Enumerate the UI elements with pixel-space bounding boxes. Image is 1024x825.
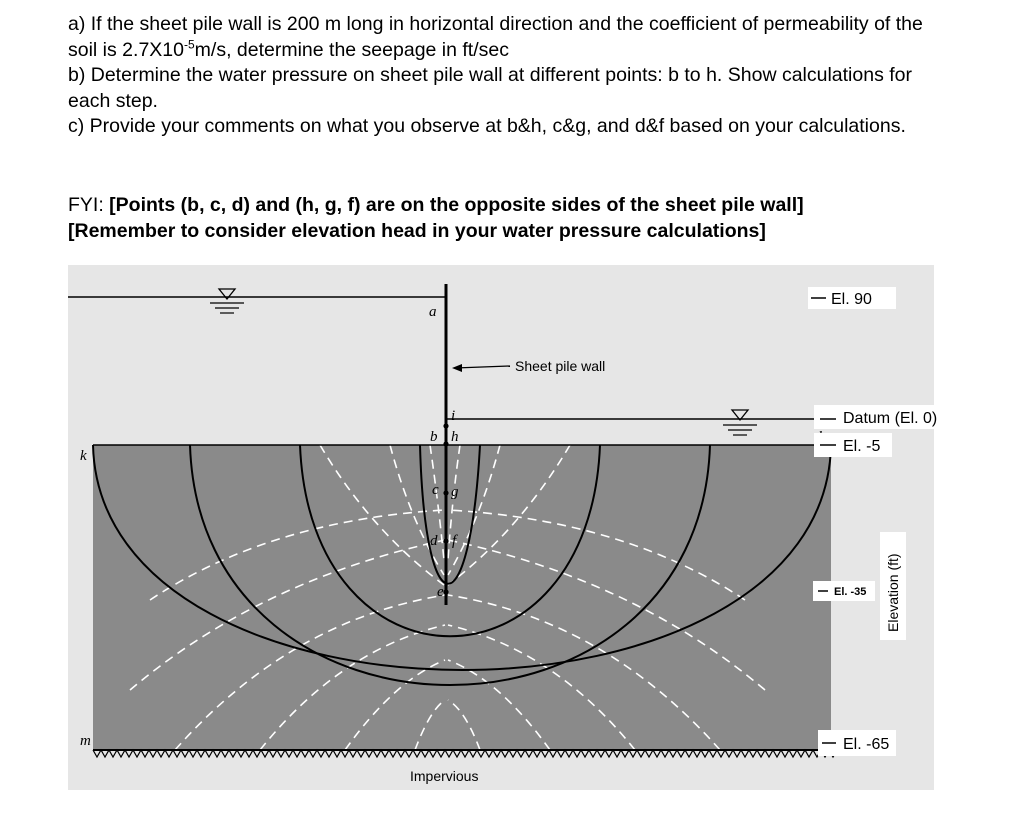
datum-marker <box>814 405 954 429</box>
point-f-label: f <box>452 533 457 549</box>
elevation-minus5-marker <box>814 433 892 457</box>
point-c-g-marker <box>443 490 448 495</box>
question-b: b) Determine the water pressure on sheet pile wall at different points: b to h. Show calculations for each step. <box>68 64 913 112</box>
elevation-minus5-label: El. -5 <box>843 438 881 455</box>
point-i-label: i <box>451 408 456 424</box>
sheet-pile-wall-label: Sheet pile wall <box>515 358 606 374</box>
point-k-label: k <box>80 448 87 464</box>
datum-label: Datum (El. 0) <box>843 410 938 427</box>
point-e-label: e <box>437 584 444 600</box>
point-d-f-marker <box>443 538 448 543</box>
elevation-axis-title <box>880 532 906 640</box>
fyi-line-2: [Remember to consider elevation head in your water pressure calculations] <box>68 219 766 242</box>
elevation-minus35-marker <box>813 581 875 601</box>
impervious-label: Impervious <box>410 768 479 784</box>
point-h-label: h <box>451 429 459 445</box>
point-c-label: c <box>432 482 439 498</box>
elevation-axis-label: Elevation (ft) <box>885 553 901 632</box>
point-b-h-marker <box>443 441 448 446</box>
question-a: a) If the sheet pile wall is 200 m long in horizontal direction and the coefficient of permeability of the soil is $2.7X10^{-5}m/s$, determine the seepage in ft/sec <box>68 13 923 61</box>
elevation-minus35-label: El. -35 <box>834 586 867 598</box>
point-m-label: m <box>80 733 91 749</box>
point-d-label: d <box>430 533 438 549</box>
elevation-minus65-marker <box>818 730 896 756</box>
elevation-90-marker <box>808 287 896 309</box>
fyi-line-1: [Points (b, c, d) and (h, g, f) are on the opposite sides of the sheet pile wall] <box>109 194 804 216</box>
point-e-marker <box>443 589 448 594</box>
point-i-marker <box>443 423 448 428</box>
point-b-label: b <box>430 429 438 445</box>
point-a-label: a <box>429 304 437 320</box>
fyi-prefix: FYI: <box>68 194 110 216</box>
elevation-90-label: El. 90 <box>831 291 872 308</box>
question-c: c) Provide your comments on what you observe at b&h, c&g, and d&f based on your calculations. <box>68 115 906 137</box>
elevation-minus65-label: El. -65 <box>843 736 890 753</box>
point-g-label: g <box>451 484 459 500</box>
